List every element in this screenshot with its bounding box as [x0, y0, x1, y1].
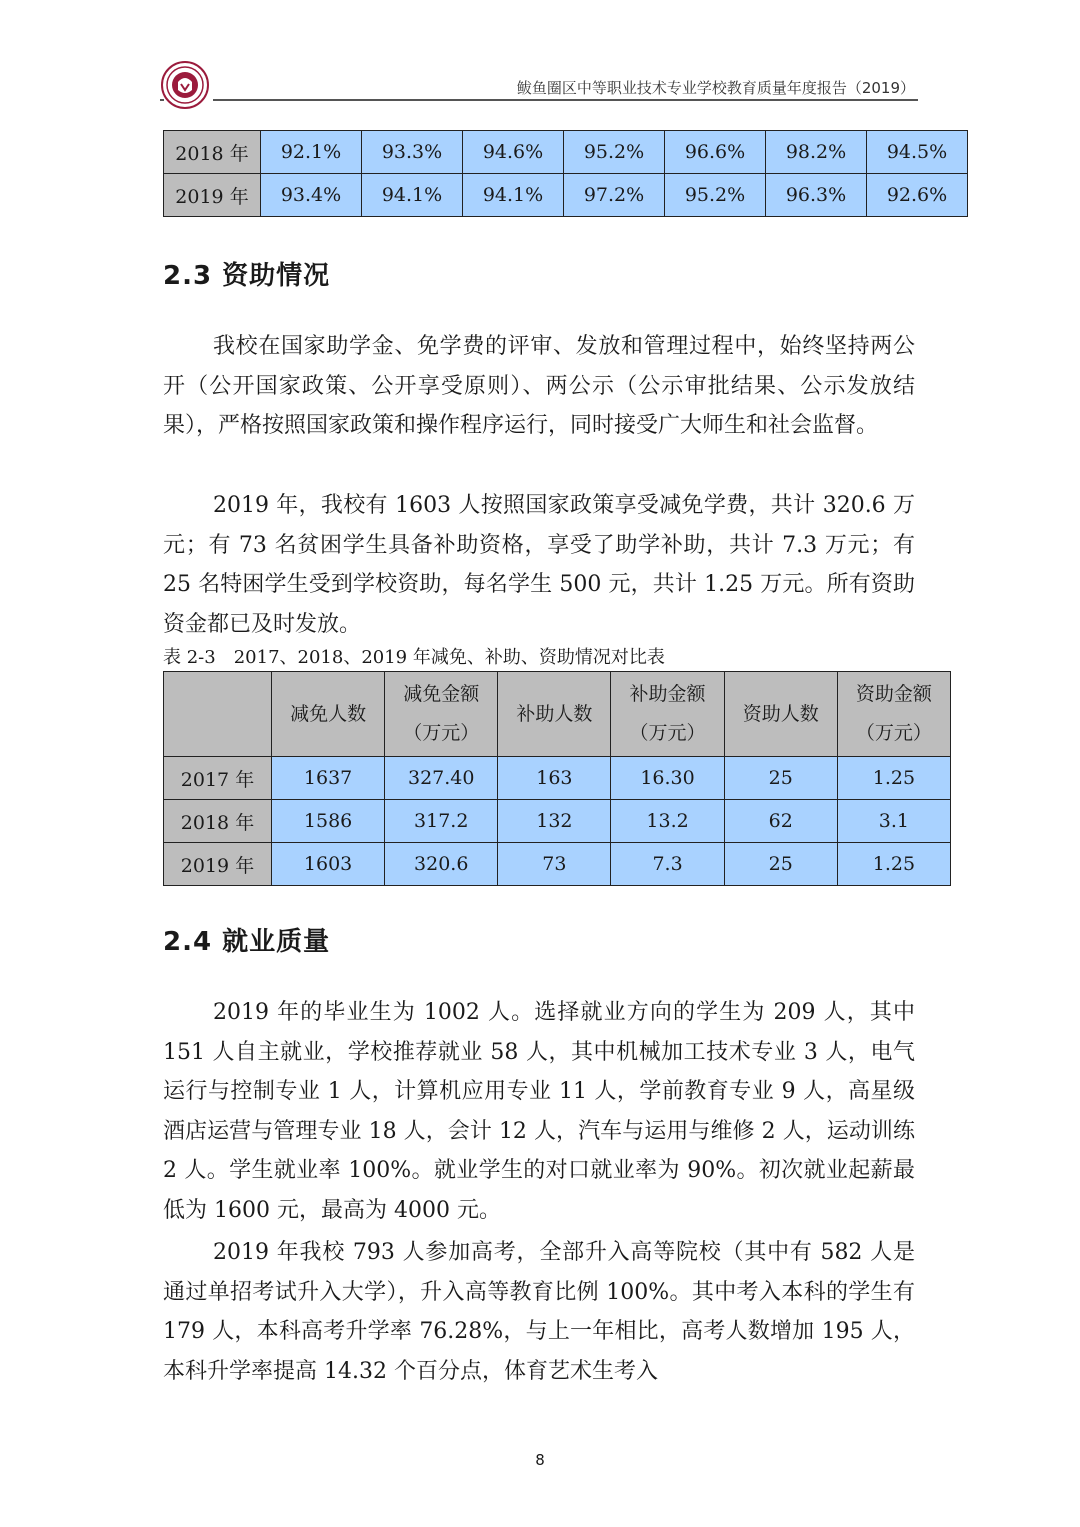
- paragraph-gaokao: 2019 年我校 793 人参加高考，全部升入高等院校（其中有 582 人是通过单招考试升入大学），升入高等教育比例 100%。其中考入本科的学生有 179 人，本科高考升学率 76.28%，与上一年相比，高考人数增加 195 人，本科升学率提高 14.32 个百分点，体育艺术生考入: [163, 1240, 915, 1384]
- rate-cell: 96.6%: [665, 131, 766, 174]
- header-rule: [213, 99, 918, 101]
- table-row: [164, 174, 968, 217]
- table-cell: 1603: [272, 843, 385, 886]
- paragraph-aid-policy: 我校在国家助学金、免学费的评审、发放和管理过程中，始终坚持两公开（公开国家政策、公开享受原则）、两公示（公示审批结果、公示发放结果），严格按照国家政策和操作程序运行，同时接受广大师生和社会监督。: [163, 334, 915, 438]
- paragraph-aid-2019: 2019 年，我校有 1603 人按照国家政策享受减免学费，共计 320.6 万元；有 73 名贫困学生具备补助资格，享受了助学补助，共计 7.3 万元；有 25 名特困学生受到学校资助，每名学生 500 元，共计 1.25 万元。所有资助资金都已及时发放。: [163, 493, 915, 637]
- table-cell: 25: [724, 757, 837, 800]
- rate-cell: 92.6%: [867, 174, 968, 217]
- header-rule-dot: [160, 99, 164, 101]
- rate-cell: 93.4%: [261, 174, 362, 217]
- table-row: [164, 131, 968, 174]
- table-cell: 3.1: [837, 800, 950, 843]
- table-caption: 表 2-3 2017、2018、2019 年减免、补助、资助情况对比表: [163, 647, 665, 668]
- row-year-label: 2019 年: [164, 174, 261, 217]
- rate-cell: 96.3%: [766, 174, 867, 217]
- rate-table: [163, 130, 968, 217]
- table-cell: 7.3: [611, 843, 724, 886]
- rate-cell: 94.1%: [463, 174, 564, 217]
- column-header: 资助人数: [724, 672, 837, 757]
- corner-cell: [164, 672, 272, 757]
- table-cell: 163: [498, 757, 611, 800]
- rate-cell: 95.2%: [564, 131, 665, 174]
- rate-cell: 98.2%: [766, 131, 867, 174]
- column-header: 补助金额 （万元）: [611, 672, 724, 757]
- report-header-title: 鲅鱼圈区中等职业技术专业学校教育质量年度报告（2019）: [516, 79, 915, 97]
- table-cell: 25: [724, 843, 837, 886]
- rate-cell: 97.2%: [564, 174, 665, 217]
- table-cell: 16.30: [611, 757, 724, 800]
- table-cell: 132: [498, 800, 611, 843]
- table-cell: 1.25: [837, 843, 950, 886]
- rate-cell: 94.6%: [463, 131, 564, 174]
- column-header: 减免金额 （万元）: [385, 672, 498, 757]
- table-cell: 317.2: [385, 800, 498, 843]
- paragraph-employment: 2019 年的毕业生为 1002 人。选择就业方向的学生为 209 人，其中 151 人自主就业，学校推荐就业 58 人，其中机械加工技术专业 3 人，电气运行与控制专业 1 人，计算机应用专业 11 人，学前教育专业 9 人，高星级酒店运营与管理专业 18 人，会计 12 人，汽车与运用与维修 2 人，运动训练 2 人。学生就业率 100%。就业学生的对口就业率为 90%。初次就业起薪最低为 1600 元，最高为 4000 元。: [163, 1000, 915, 1223]
- table-cell: 1637: [272, 757, 385, 800]
- table-cell: 13.2: [611, 800, 724, 843]
- table-row: [164, 757, 951, 800]
- row-year-label: 2018 年: [164, 131, 261, 174]
- table-cell: 73: [498, 843, 611, 886]
- aid-comparison-table: [163, 671, 951, 886]
- rate-cell: 94.5%: [867, 131, 968, 174]
- table-cell: 320.6: [385, 843, 498, 886]
- row-year-label: 2018 年: [164, 800, 272, 843]
- rate-cell: 94.1%: [362, 174, 463, 217]
- row-year-label: 2017 年: [164, 757, 272, 800]
- section-heading-2-4: 2.4 就业质量: [163, 927, 331, 957]
- column-header: 资助金额 （万元）: [837, 672, 950, 757]
- column-header: 减免人数: [272, 672, 385, 757]
- rate-cell: 93.3%: [362, 131, 463, 174]
- rate-cell: 92.1%: [261, 131, 362, 174]
- table-header-row: [164, 672, 951, 757]
- table-row: [164, 843, 951, 886]
- table-cell: 327.40: [385, 757, 498, 800]
- table-cell: 1586: [272, 800, 385, 843]
- school-logo-icon: [160, 60, 210, 110]
- table-cell: 1.25: [837, 757, 950, 800]
- page-number: 8: [535, 1451, 545, 1469]
- table-row: [164, 800, 951, 843]
- section-heading-2-3: 2.3 资助情况: [163, 261, 331, 291]
- row-year-label: 2019 年: [164, 843, 272, 886]
- rate-cell: 95.2%: [665, 174, 766, 217]
- table-cell: 62: [724, 800, 837, 843]
- column-header: 补助人数: [498, 672, 611, 757]
